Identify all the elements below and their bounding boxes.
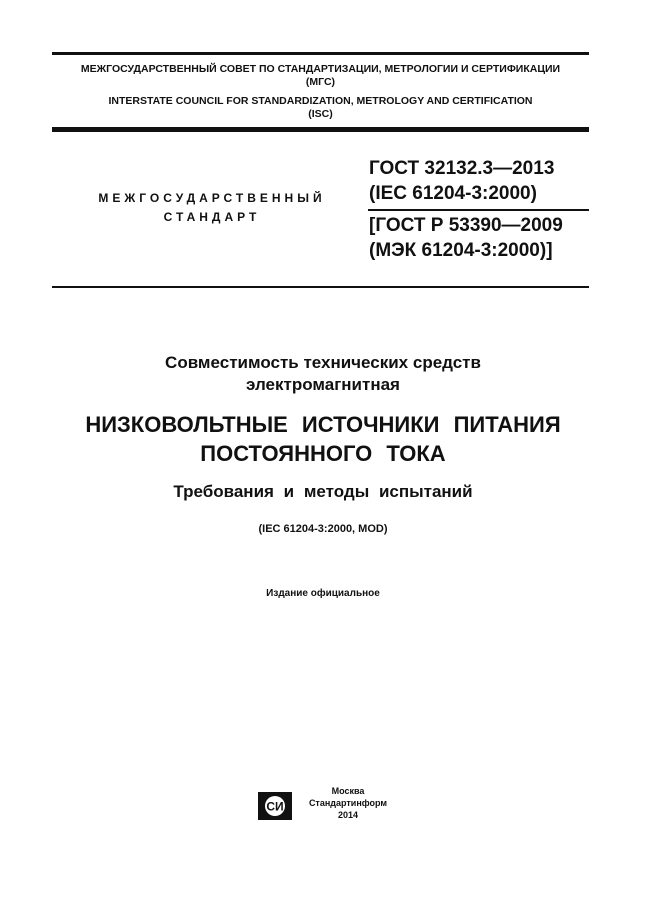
title-line2: электромагнитная [246, 375, 400, 394]
gost-iec-equivalent: (IEC 61204-3:2000) [369, 183, 537, 204]
subtitle: Требования и методы испытаний [173, 482, 473, 501]
edition-label: Издание официальное [266, 588, 380, 599]
standard-label-line2: СТАНДАРТ [163, 210, 261, 224]
publisher-city: Москва [331, 786, 365, 796]
standartinform-logo-icon [258, 792, 292, 820]
council-en-line1: INTERSTATE COUNCIL FOR STANDARDIZATION, METROLOGY AND CERTIFICATION [108, 95, 533, 107]
main-title-line2: ПОСТОЯННОГО ТОКА [200, 441, 446, 466]
bottom-rule [52, 286, 589, 288]
main-title-line1: НИЗКОВОЛЬТНЫЕ ИСТОЧНИКИ ПИТАНИЯ [85, 412, 561, 437]
standard-label-line1: МЕЖГОСУДАРСТВЕННЫЙ [98, 191, 326, 205]
iec-reference: (IEC 61204-3:2000, MOD) [258, 523, 388, 535]
council-ru-line2: (МГС) [305, 76, 336, 88]
council-name-en [52, 95, 589, 121]
council-ru-line1: МЕЖГОСУДАРСТВЕННЫЙ СОВЕТ ПО СТАНДАРТИЗАЦИИ, МЕТРОЛОГИИ И СЕРТИФИКАЦИИ [80, 63, 561, 75]
title-line1: Совместимость технических средств [165, 353, 481, 372]
council-en-line2: (ISC) [308, 108, 333, 120]
publication-year: 2014 [337, 810, 359, 820]
gost-number: ГОСТ 32132.3—2013 [369, 158, 555, 179]
top-rule [52, 52, 589, 55]
logo-text: СИ [266, 799, 284, 814]
council-name-ru [52, 63, 589, 89]
publisher-name: Стандартинформ [308, 798, 388, 808]
gost-divider [368, 209, 589, 211]
gost-r-number: [ГОСТ Р 53390—2009 [369, 215, 563, 236]
middle-rule [52, 127, 589, 132]
gost-mek-equivalent: (МЭК 61204-3:2000)] [369, 240, 553, 261]
